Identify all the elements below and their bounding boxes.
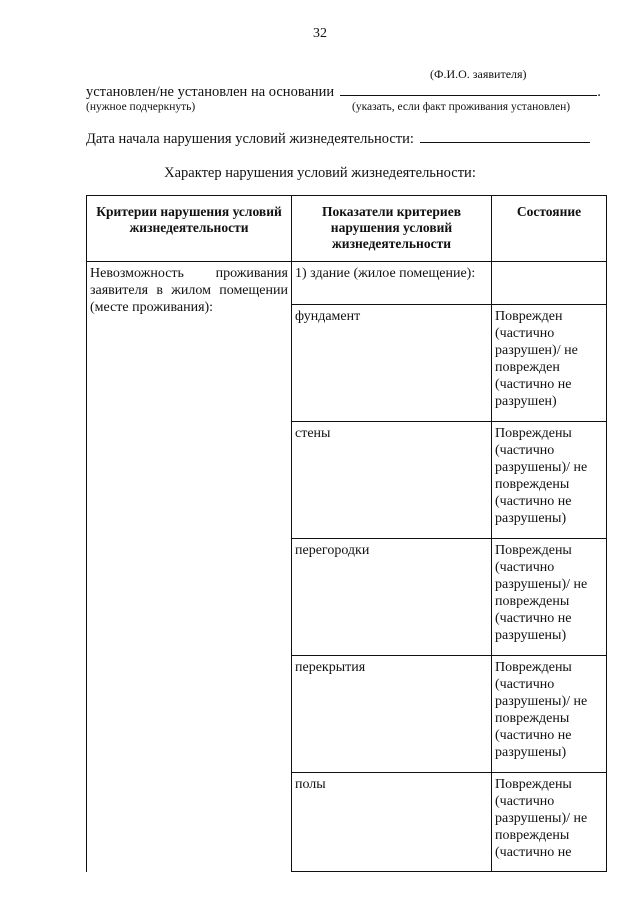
underline-note: (нужное подчеркнуть) [86,101,196,113]
page-number: 32 [313,26,327,41]
state-cell: Повреждены (частично разрушены)/ не повреждены (частично не разрушены) [492,656,607,773]
basis-end-punct: . [597,84,601,100]
building-state-cell [492,262,607,305]
date-line [86,131,590,148]
date-label: Дата начала нарушения условий жизнедеятельности: [86,131,414,147]
table-row [87,262,607,305]
fio-caption: (Ф.И.О. заявителя) [430,67,527,81]
indicator-cell: стены [292,422,492,539]
basis-line [86,84,601,101]
basis-label: установлен/не установлен на основании [86,84,335,100]
building-cell: 1) здание (жилое помещение): [292,262,492,305]
criterion-cell: Невозможность проживания заявителя в жилом помещении (месте проживания): [87,262,292,872]
table-header-row [87,196,607,262]
header-indicators: Показатели критериев нарушения условий жизнедеятельности [292,196,492,262]
state-cell: Поврежден (частично разрушен)/ не поврежден (частично не разрушен) [492,305,607,422]
date-blank-field[interactable] [420,131,590,143]
state-cell: Повреждены (частично разрушены)/ не повреждены (частично не [492,773,607,872]
state-cell: Повреждены (частично разрушены)/ не повреждены (частично не разрушены) [492,539,607,656]
basis-blank-field[interactable] [340,84,597,96]
state-cell: Повреждены (частично разрушены)/ не повреждены (частично не разрушены) [492,422,607,539]
criteria-table [86,195,607,872]
header-criteria: Критерии нарушения условий жизнедеятельности [87,196,292,262]
indicator-cell: перегородки [292,539,492,656]
header-state: Состояние [492,196,607,262]
indicator-cell: фундамент [292,305,492,422]
indicator-cell: перекрытия [292,656,492,773]
section-title: Характер нарушения условий жизнедеятельности: [164,165,476,181]
basis-note: (указать, если факт проживания установлен) [352,101,571,113]
indicator-cell: полы [292,773,492,872]
